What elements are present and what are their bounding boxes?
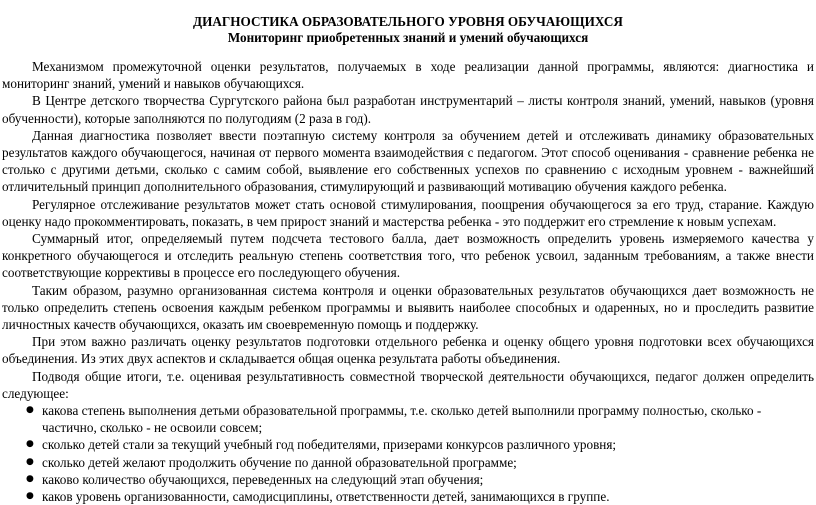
bullet-icon: ● <box>26 405 34 416</box>
list-item <box>2 436 814 453</box>
bullet-icon: ● <box>26 473 34 484</box>
document-body <box>2 58 814 505</box>
list-item <box>2 454 814 471</box>
paragraph: Таким образом, разумно организованная система контроля и оценки образовательных результатов обучающихся дает возможность не только определить степень освоения каждым ребенком программы и выявить наиболее способных и одаренных, но и проследить развитие личностных качеств обучающихся, оказать им своевременную помощь и поддержку. <box>2 282 814 333</box>
list-item-text: какова степень выполнения детьми образовательной программы, т.е. сколько детей выполнили программу полностью, сколько - частично, сколько - не освоили совсем; <box>42 403 762 436</box>
paragraph: Механизмом промежуточной оценки результатов, получаемых в ходе реализации данной программы, являются: диагностика и мониторинг знаний, умений и навыков обучающихся. <box>2 59 814 92</box>
paragraph: В Центре детского творчества Сургутского района был разработан инструментарий – листы контроля знаний, умений, навыков (уровня обученности), которые заполняются по полугодиям (2 раза в год). <box>2 93 814 126</box>
document-subtitle: Мониторинг приобретенных знаний и умений обучающихся <box>227 30 589 45</box>
paragraph: Подводя общие итоги, т.е. оценивая результативность совместной творческой деятельности обучающихся, педагог должен определить следующее: <box>2 368 814 401</box>
paragraph: Данная диагностика позволяет ввести поэтапную систему контроля за обучением детей и отслеживать динамику образовательных результатов каждого обучающегося, начиная от первого момента взаимодействия с педагогом. Этот способ оценивания - сравнение ребенка не столько с другими детьми, сколько с самим собой, выявление его собственных успехов по сравнению с исходным уровнем - важнейший отличительный принцип дополнительного образования, стимулирующий и развивающий мотивацию обучения каждого ребенка. <box>2 127 814 195</box>
paragraph: Суммарный итог, определяемый путем подсчета тестового балла, дает возможность определить уровень измеряемого качества у конкретного обучающегося и отследить реальную степень соответствия того, что ребенок усвоил, заданным требованиям, а также внести соответствующие коррективы в процессе его последующего обучения. <box>2 231 814 281</box>
paragraph: Регулярное отслеживание результатов может стать основой стимулирования, поощрения обучающегося за его труд, старание. Каждую оценку надо прокомментировать, показать, в чем прирост знаний и мастерства ребенка - это поддержит его стремление к новым успехам. <box>2 196 814 229</box>
list-item-text: сколько детей стали за текущий учебный год победителями, призерами конкурсов различного уровня; <box>42 437 617 453</box>
bullet-icon: ● <box>26 439 34 450</box>
list-item <box>2 402 814 436</box>
list-item-text: каково количество обучающихся, переведенных на следующий этап обучения; <box>42 471 484 487</box>
list-item-text: каков уровень организованности, самодисциплины, ответственности детей, занимающихся в группе. <box>42 489 610 505</box>
list-item <box>2 488 814 505</box>
bullet-icon: ● <box>26 456 34 467</box>
paragraph: При этом важно различать оценку результатов подготовки отдельного ребенка и оценку общего уровня подготовки всех обучающихся объединения. Из этих двух аспектов и складывается общая оценка результата работы объединения. <box>2 334 814 367</box>
document-title: ДИАГНОСТИКА ОБРАЗОВАТЕЛЬНОГО УРОВНЯ ОБУЧАЮЩИХСЯ <box>193 14 623 29</box>
bullet-icon: ● <box>26 491 34 502</box>
list-item-text: сколько детей желают продолжить обучение по данной образовательной программе; <box>42 454 517 470</box>
list-item <box>2 471 814 488</box>
